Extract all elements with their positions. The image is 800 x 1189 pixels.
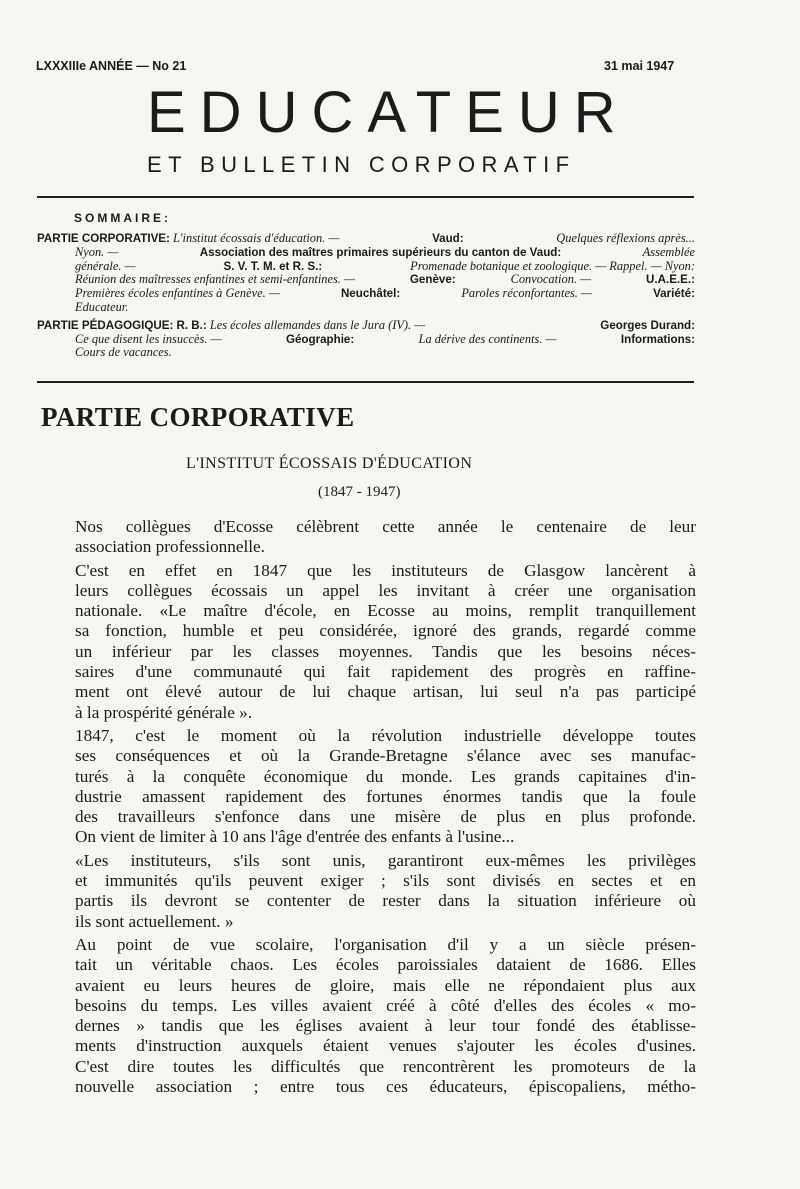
text-line: turés à la conquête économique du monde. Les grands capitaines d'in- [75,766,696,786]
toc-entry: générale. — [75,258,136,273]
divider-top [37,196,694,198]
toc-entry: Premières écoles enfantines à Genève. — [75,286,280,301]
toc-author: Genève: [409,273,456,287]
text-line: Au point de vue scolaire, l'organisation d'il y a un siècle présen- [75,934,696,954]
text-line: C'est en effet en 1847 que les instituteurs de Glasgow lancèrent à [75,560,696,580]
toc-entry: Educateur. [75,299,129,314]
text-line: et immunités qu'ils peuvent exiger ; s'ils sont divisés en sectes et en [75,871,696,891]
toc-line [37,346,695,360]
divider-bottom [37,381,694,383]
table-of-contents [37,232,695,360]
toc-line [37,273,695,287]
text-line: des travailleurs s'enfonce dans une misère de plus en plus profonde. [75,807,696,827]
text-line: saires d'une communauté qui fait rapidement des progrès en raffine- [75,662,696,682]
toc-entry: Convocation. — [510,272,592,287]
text-line: 1847, c'est le moment où la révolution industrielle développe toutes [75,725,696,745]
text-line: dernes » tandis que les églises avaient à leur tour fondé des établisse- [75,1016,696,1036]
toc-entry: Quelques réflexions après... [556,231,695,245]
text-line: nouvelle association ; entre tous ces éducateurs, épiscopaliens, métho- [75,1077,696,1097]
toc-author: Georges Durand: [600,318,695,332]
text-line: leurs collègues écossais un appel les invitant à créer une organisation [75,580,696,600]
article-body [40,517,696,1097]
toc-author: U.A.E.E.: [646,273,695,287]
toc-entry: Les écoles allemandes dans le Jura (IV). — [209,317,426,332]
toc-entry: L'institut écossais d'éducation. — [173,231,340,245]
paragraph [40,517,696,558]
issue-number: LXXXIIIe ANNÉE — No 21 [36,59,187,73]
toc-entry: La dérive des continents. — [418,331,557,346]
toc-line [37,301,695,315]
article-dates: (1847 - 1947) [318,484,401,500]
text-line: C'est dire toutes les difficultés que rencontrèrent les promoteurs de la [75,1056,696,1076]
toc-line [37,232,695,246]
toc-entry: Ce que disent les insuccès. — [75,331,222,346]
text-line: à la prospérité générale ». [75,702,253,722]
text-line: avaient eu leurs heures de gloire, mais elle ne répondaient plus aux [75,975,696,995]
toc-line [37,260,695,274]
toc-author: R. B.: [176,318,207,332]
toc-entry: Cours de vacances. [75,345,172,360]
toc-line [37,246,695,260]
text-line: On vient de limiter à 10 ans l'âge d'entrée des enfants à l'usine... [75,827,515,847]
journal-title: EDUCATEUR [147,80,630,145]
sommaire-heading: SOMMAIRE: [74,211,171,225]
paragraph [40,561,696,723]
text-line: association professionnelle. [75,537,265,557]
paragraph [40,726,696,848]
text-line: tait un véritable chaos. Les écoles paroissiales dataient de 1686. Elles [75,955,696,975]
toc-entry: Réunion des maîtresses enfantines et semi-enfantines. — [75,272,356,287]
toc-author: Variété: [653,287,695,301]
text-line: «Les instituteurs, s'ils sont unis, garantiront eux-mêmes les privilèges [75,850,696,870]
paragraph [40,935,696,1097]
toc-author: Vaud: [432,232,464,245]
text-line: ses conséquences et où la Grande-Bretagne s'élance avec ses manufac- [75,746,696,766]
text-line: besoins du temps. Les villes avaient créé à côté d'elles des écoles « mo- [75,995,696,1015]
text-line: sa fonction, humble et peu considérée, ignoré des grands, regardé comme [75,621,696,641]
toc-author: Informations: [620,332,695,346]
toc-entry: Promenade botanique et zoologique. — Rappel. — Nyon: [410,258,695,273]
text-line: partis ils devront se contenter de rester dans la situation inférieure où [75,891,696,911]
toc-entry: Assemblée [642,244,695,259]
journal-subtitle: ET BULLETIN CORPORATIF [147,152,576,177]
toc-line [37,287,695,301]
toc-entry: Nyon. — [75,244,119,259]
toc-line [37,319,695,333]
toc-section-label: PARTIE CORPORATIVE: [37,232,170,245]
text-line: ils sont actuellement. » [75,911,234,931]
toc-section-label: PARTIE PÉDAGOGIQUE: [37,318,174,332]
toc-author: S. V. T. M. et R. S.: [223,259,323,273]
text-line: un inférieur par les classes moyennes. Tandis que les besoins néces- [75,641,696,661]
text-line: dustrie amassent rapidement des fortunes énormes tandis que la foule [75,786,696,806]
section-title: PARTIE CORPORATIVE [41,402,355,432]
text-line: ments d'instruction auxquels étaient venues s'ajouter les écoles d'usines. [75,1036,696,1056]
toc-author: Association des maîtres primaires supérieurs du canton de Vaud: [199,245,562,259]
toc-entry: Paroles réconfortantes. — [461,286,592,301]
text-line: nationale. «Le maître d'école, en Ecosse au moins, remplit tranquillement [75,601,696,621]
text-line: ment ont élevé autour de lui chaque artisan, lui seul n'a pas participé [75,682,696,702]
issue-date: 31 mai 1947 [604,59,675,73]
article-title: L'INSTITUT ÉCOSSAIS D'ÉDUCATION [186,455,473,472]
paragraph [40,851,696,932]
text-line: Nos collègues d'Ecosse célèbrent cette année le centenaire de leur [75,517,696,536]
toc-author: Géographie: [285,332,355,346]
toc-line [37,333,695,347]
toc-author: Neuchâtel: [340,287,401,301]
